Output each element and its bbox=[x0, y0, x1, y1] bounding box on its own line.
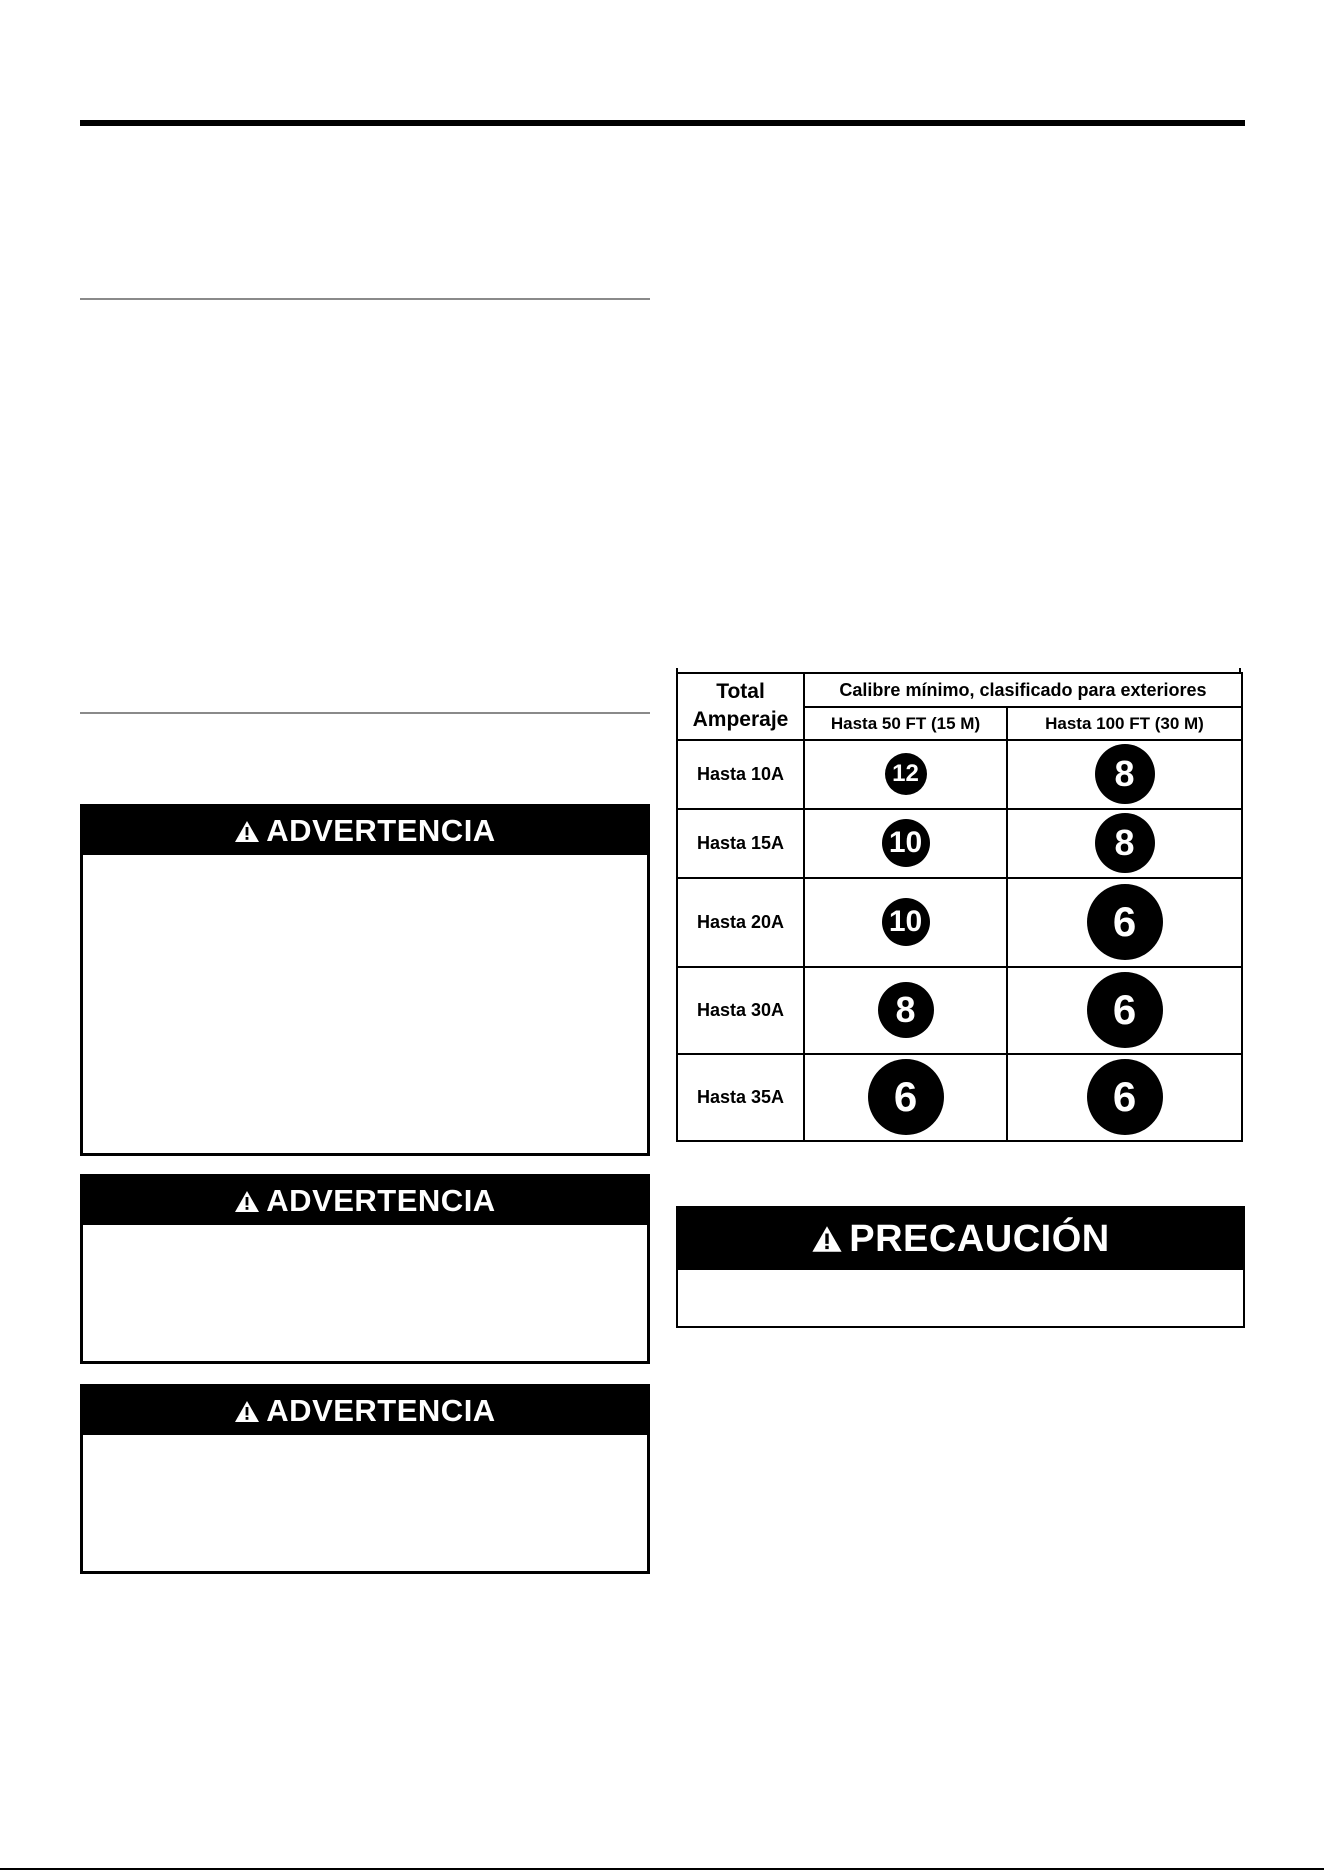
gauge-50-cell bbox=[804, 967, 1007, 1054]
section-divider bbox=[80, 712, 650, 714]
warning-box bbox=[80, 1384, 650, 1574]
table-row bbox=[677, 1054, 1242, 1141]
warning-title: ADVERTENCIA bbox=[266, 1183, 496, 1218]
gauge-circle: 6 bbox=[1087, 884, 1163, 960]
warning-header bbox=[83, 1177, 647, 1225]
amperage-cell: Hasta 15A bbox=[677, 809, 804, 878]
gauge-50-cell bbox=[804, 878, 1007, 967]
amperage-cell: Hasta 35A bbox=[677, 1054, 804, 1141]
caution-title: PRECAUCIÓN bbox=[849, 1217, 1110, 1260]
gauge-circle: 6 bbox=[1087, 972, 1163, 1048]
warning-title: ADVERTENCIA bbox=[266, 1393, 496, 1428]
warning-triangle-icon bbox=[234, 1190, 260, 1213]
warning-header bbox=[83, 1387, 647, 1435]
gauge-50-cell bbox=[804, 1054, 1007, 1141]
gauge-circle: 8 bbox=[1095, 813, 1155, 873]
gauge-circle: 8 bbox=[1095, 744, 1155, 804]
gauge-50-cell bbox=[804, 809, 1007, 878]
caution-header bbox=[678, 1208, 1243, 1270]
caution-box bbox=[676, 1206, 1245, 1328]
gauge-circle: 8 bbox=[878, 982, 934, 1038]
warning-triangle-icon bbox=[811, 1225, 843, 1253]
table-row bbox=[677, 967, 1242, 1054]
gauge-circle: 12 bbox=[885, 753, 927, 795]
warning-header bbox=[83, 807, 647, 855]
amperage-cell: Hasta 20A bbox=[677, 878, 804, 967]
gauge-100-cell bbox=[1007, 967, 1242, 1054]
amperage-cell: Hasta 30A bbox=[677, 967, 804, 1054]
gauge-100-cell bbox=[1007, 740, 1242, 809]
header-100ft: Hasta 100 FT (30 M) bbox=[1007, 707, 1242, 739]
warning-title: ADVERTENCIA bbox=[266, 813, 496, 848]
top-rule bbox=[80, 120, 1245, 126]
warning-triangle-icon bbox=[234, 820, 260, 843]
gauge-circle: 6 bbox=[1087, 1059, 1163, 1135]
section-divider bbox=[80, 298, 650, 300]
warning-triangle-icon bbox=[234, 1400, 260, 1423]
gauge-100-cell bbox=[1007, 1054, 1242, 1141]
warning-box bbox=[80, 1174, 650, 1364]
bottom-rule bbox=[0, 1868, 1324, 1870]
extension-cord-gauge-table bbox=[676, 672, 1243, 1142]
gauge-circle: 10 bbox=[882, 898, 930, 946]
table-row bbox=[677, 878, 1242, 967]
gauge-circle: 6 bbox=[868, 1059, 944, 1135]
gauge-100-cell bbox=[1007, 878, 1242, 967]
header-min-gauge: Calibre mínimo, clasificado para exteriores bbox=[804, 673, 1242, 707]
table-row bbox=[677, 740, 1242, 809]
warning-box bbox=[80, 804, 650, 1156]
header-50ft: Hasta 50 FT (15 M) bbox=[804, 707, 1007, 739]
gauge-100-cell bbox=[1007, 809, 1242, 878]
amperage-cell: Hasta 10A bbox=[677, 740, 804, 809]
table-row bbox=[677, 809, 1242, 878]
gauge-circle: 10 bbox=[882, 819, 930, 867]
gauge-50-cell bbox=[804, 740, 1007, 809]
header-total-amperage: Total Amperaje bbox=[677, 673, 804, 740]
